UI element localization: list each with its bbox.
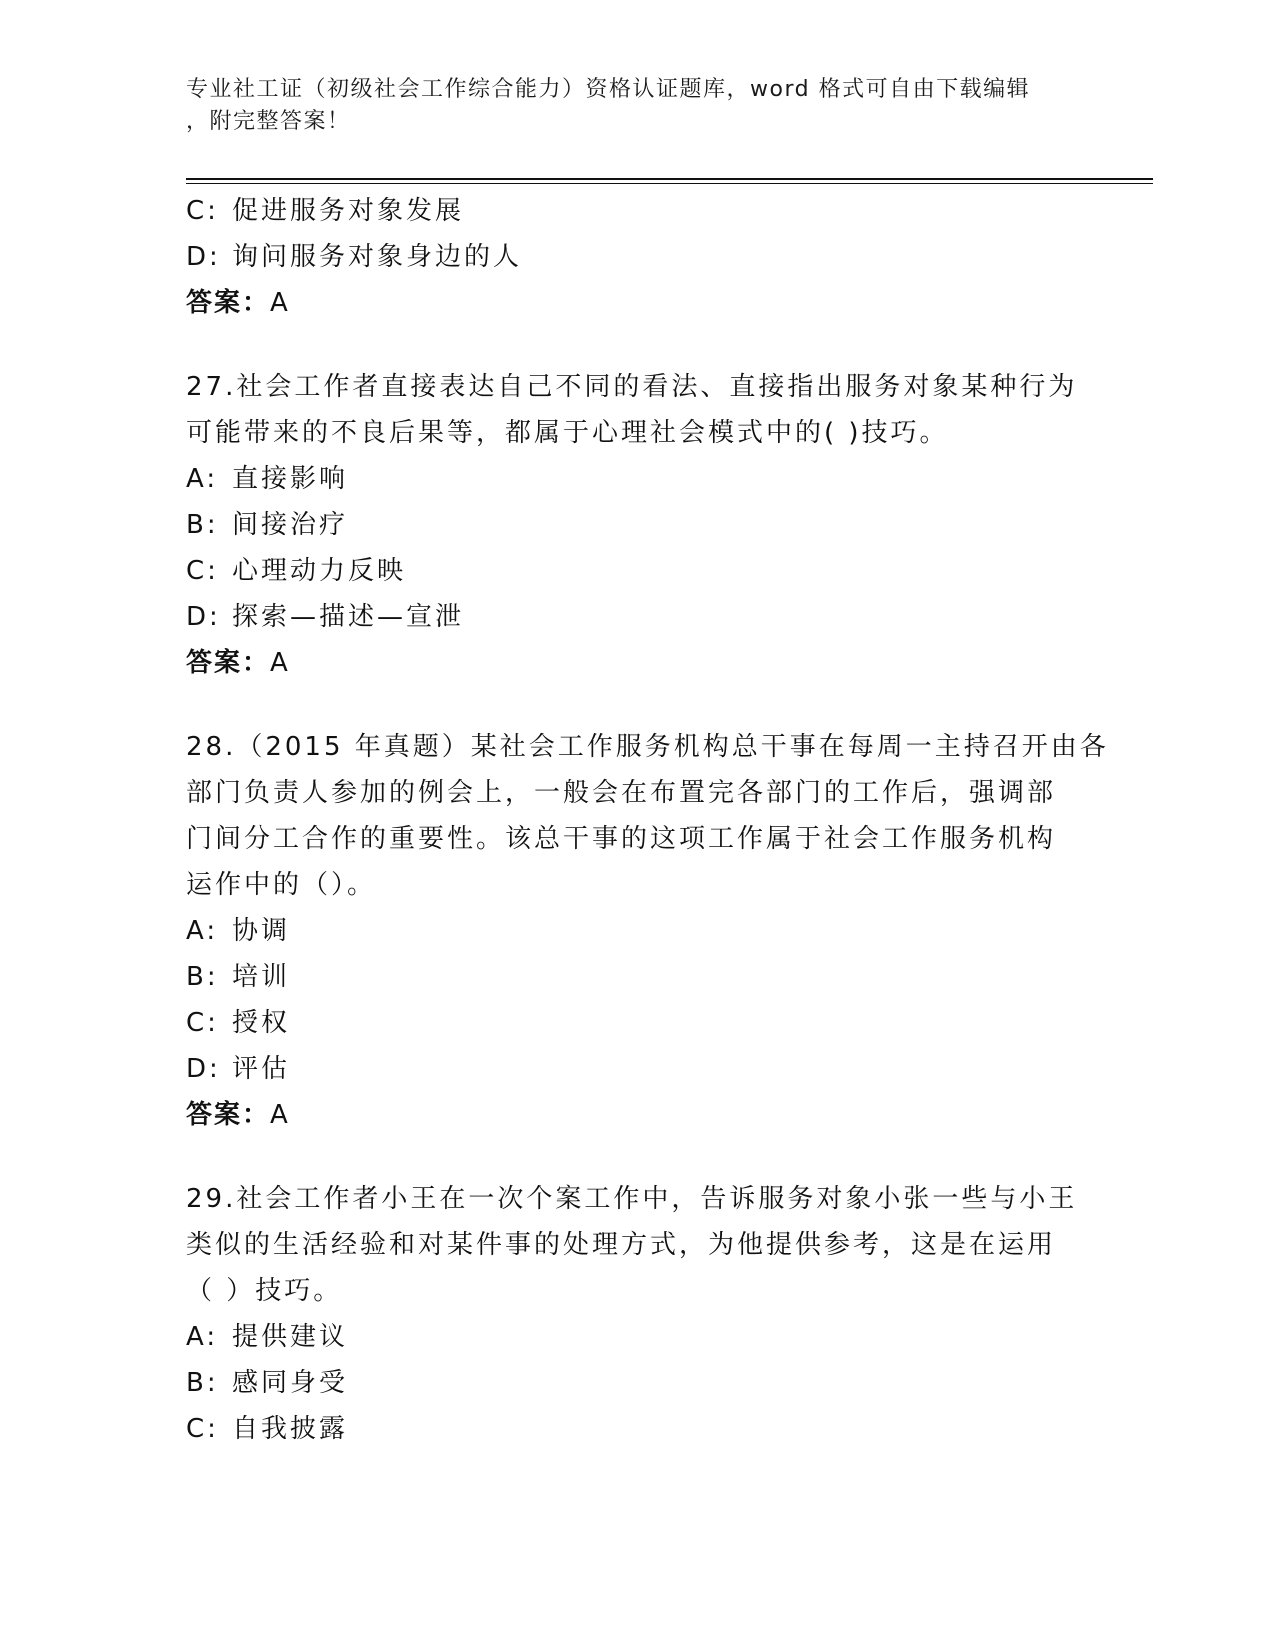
option-key: B: [186, 1368, 219, 1398]
option-text: 提供建议 [232, 1322, 349, 1352]
option-key: A: [186, 1322, 219, 1352]
option-c [186, 188, 1086, 234]
answer-label: 答案： [186, 288, 271, 318]
header-divider-thin [186, 183, 1153, 184]
option-b [186, 1360, 1086, 1406]
answer-value: A [270, 1100, 290, 1130]
option-key: A: [186, 916, 219, 946]
answer-line [186, 640, 1086, 686]
option-a [186, 1314, 1086, 1360]
answer-value: A [270, 288, 290, 318]
question-block-prev [186, 188, 1086, 326]
option-a [186, 456, 1086, 502]
option-text: 探索—描述—宣泄 [232, 602, 465, 632]
question-text-line: 部门负责人参加的例会上，一般会在布置完各部门的工作后，强调部 [186, 778, 1057, 808]
question-text-line: 类似的生活经验和对某件事的处理方式，为他提供参考，这是在运用 [186, 1230, 1057, 1260]
option-text: 心理动力反映 [232, 556, 407, 586]
option-text: 培训 [232, 962, 291, 992]
option-text: 感同身受 [232, 1368, 349, 1398]
option-text: 自我披露 [232, 1414, 349, 1444]
option-text: 直接影响 [232, 464, 349, 494]
option-key: D: [186, 602, 221, 632]
option-text: 协调 [232, 916, 291, 946]
answer-label: 答案： [186, 1100, 271, 1130]
option-key: C: [186, 1414, 219, 1444]
option-key: C: [186, 196, 219, 226]
option-c [186, 548, 1086, 594]
question-text-line: 28.（2015 年真题）某社会工作服务机构总干事在每周一主持召开由各 [186, 732, 1109, 762]
question-block-27 [186, 364, 1086, 686]
option-b [186, 502, 1086, 548]
option-c [186, 1000, 1086, 1046]
option-d [186, 1046, 1086, 1092]
option-key: D: [186, 242, 221, 272]
question-text-line: 27.社会工作者直接表达自己不同的看法、直接指出服务对象某种行为 [186, 372, 1078, 402]
question-text-line: 29.社会工作者小王在一次个案工作中，告诉服务对象小张一些与小王 [186, 1184, 1078, 1214]
answer-line [186, 1092, 1086, 1138]
option-text: 评估 [232, 1054, 291, 1084]
question-block-29 [186, 1176, 1086, 1452]
answer-value: A [270, 648, 290, 678]
question-text-line: 运作中的（）。 [186, 870, 377, 900]
question-text-line: （ ）技巧。 [186, 1276, 343, 1306]
option-c [186, 1406, 1086, 1452]
option-d [186, 594, 1086, 640]
option-text: 间接治疗 [232, 510, 349, 540]
header-divider-thick [186, 178, 1153, 180]
option-a [186, 908, 1086, 954]
answer-label: 答案： [186, 648, 271, 678]
question-text-line: 可能带来的不良后果等，都属于心理社会模式中的( )技巧。 [186, 418, 949, 448]
option-d [186, 234, 1086, 280]
option-key: B: [186, 962, 219, 992]
header-line-2: ，附完整答案！ [186, 109, 351, 134]
option-key: C: [186, 556, 219, 586]
option-text: 询问服务对象身边的人 [232, 242, 523, 272]
option-key: A: [186, 464, 219, 494]
option-b [186, 954, 1086, 1000]
option-text: 促进服务对象发展 [232, 196, 465, 226]
option-key: C: [186, 1008, 219, 1038]
option-key: D: [186, 1054, 221, 1084]
question-block-28 [186, 724, 1109, 1138]
header-line-1: 专业社工证（初级社会工作综合能力）资格认证题库，word 格式可自由下载编辑 [186, 77, 1031, 102]
option-text: 授权 [232, 1008, 291, 1038]
answer-line [186, 280, 1086, 326]
question-list [186, 188, 1109, 1452]
option-key: B: [186, 510, 219, 540]
page-header [186, 74, 1066, 138]
question-text-line: 门间分工合作的重要性。该总干事的这项工作属于社会工作服务机构 [186, 824, 1057, 854]
